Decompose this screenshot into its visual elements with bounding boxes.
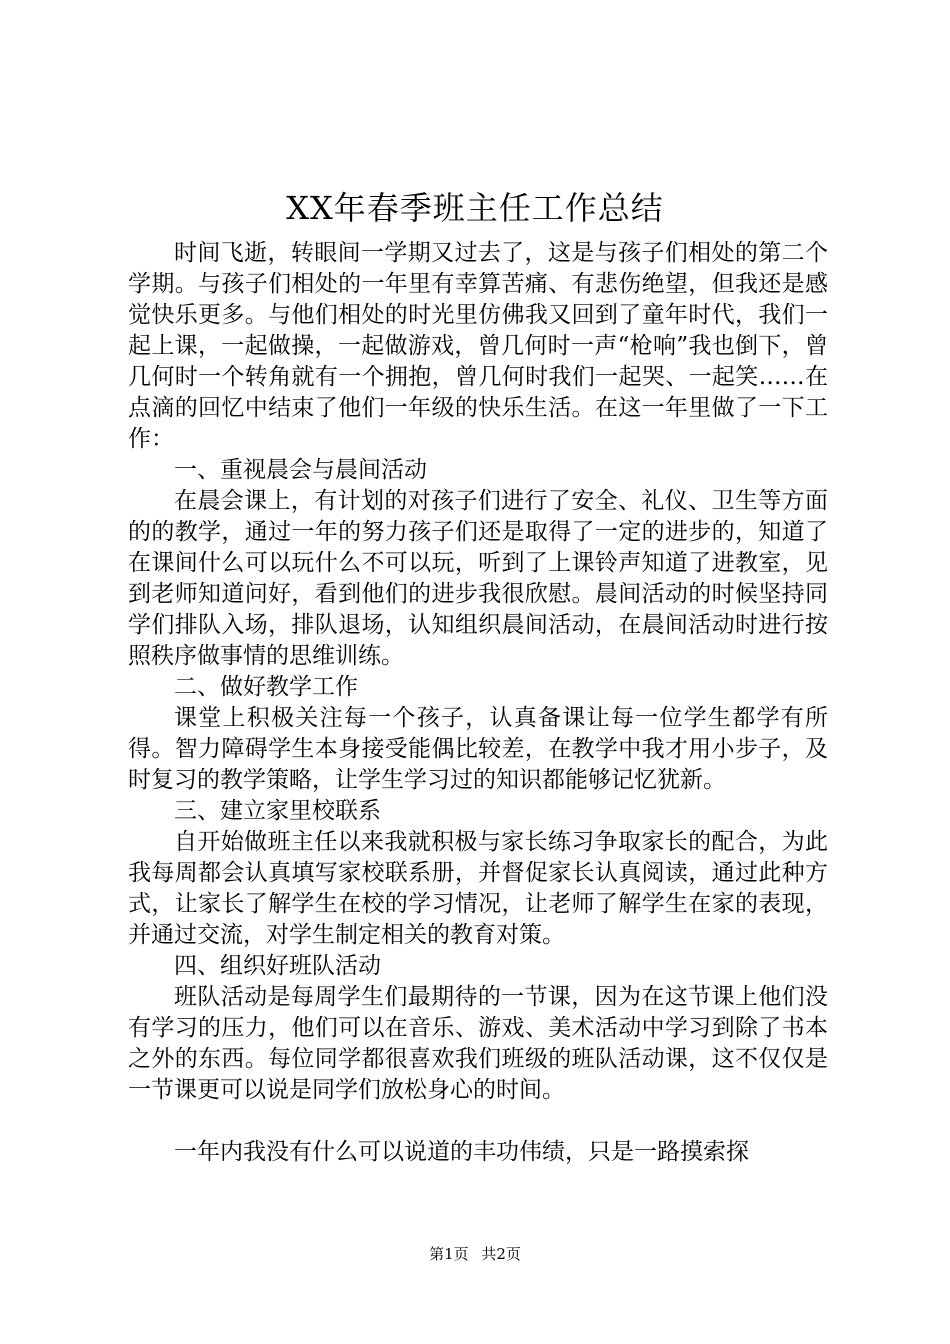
closing-paragraph: 一年内我没有什么可以说道的丰功伟绩，只是一路摸索探 (174, 1139, 749, 1165)
section-paragraph-1: 在晨会课上，有计划的对孩子们进行了安全、礼仪、卫生等方面的的教学，通过一年的努力孩子们还是取得了一定的进步的，知道了在课间什么可以玩什么不可以玩，听到了上课铃声知道了进教室，见到老师知道问好，看到他们的进步我很欣慰。晨间活动的时候坚持同学们排队入场，排队退场，认知组织晨间活动，在晨间活动时进行按照秩序做事情的思维训练。 (128, 488, 828, 669)
document-body (128, 238, 828, 1168)
section-paragraph-2: 课堂上积极关注每一个孩子，认真备课让每一位学生都学有所得。智力障碍学生本身接受能偶比较差，在教学中我才用小步子，及时复习的教学策略，让学生学习过的知识都能够记忆犹新。 (128, 705, 828, 793)
section-heading-1: 一、重视晨会与晨间活动 (174, 457, 427, 483)
section-heading-3: 三、建立家里校联系 (174, 798, 381, 824)
section-paragraph-4: 班队活动是每周学生们最期待的一节课，因为在这节课上他们没有学习的压力，他们可以在音乐、游戏、美术活动中学习到除了书本之外的东西。每位同学都很喜欢我们班级的班队活动课，这不仅仅是一节课更可以说是同学们放松身心的时间。 (128, 984, 828, 1103)
page-total: 共2页 (481, 1245, 521, 1263)
paragraph-spacer (128, 1106, 828, 1137)
page-footer (0, 1244, 950, 1264)
section-paragraph-3: 自开始做班主任以来我就积极与家长练习争取家长的配合，为此我每周都会认真填写家校联系册，并督促家长认真阅读，通过此种方式，让家长了解学生在校的学习情况，让老师了解学生在家的表现，并通过交流，对学生制定相关的教育对策。 (128, 829, 828, 948)
document-title: XX年春季班主任工作总结 (286, 189, 664, 227)
section-heading-4: 四、组织好班队活动 (174, 953, 381, 979)
section-heading-2: 二、做好教学工作 (174, 674, 358, 700)
page-number: 第1页 (429, 1245, 469, 1263)
intro-paragraph: 时间飞逝，转眼间一学期又过去了，这是与孩子们相处的第二个学期。与孩子们相处的一年里有幸算苦痛、有悲伤绝望，但我还是感觉快乐更多。与他们相处的时光里仿佛我又回到了童年时代，我们一起上课，一起做操，一起做游戏，曾几何时一声“枪响”我也倒下，曾几何时一个转角就有一个拥抱，曾几何时我们一起哭、一起笑……在点滴的回忆中结束了他们一年级的快乐生活。在这一年里做了一下工作： (128, 240, 828, 452)
